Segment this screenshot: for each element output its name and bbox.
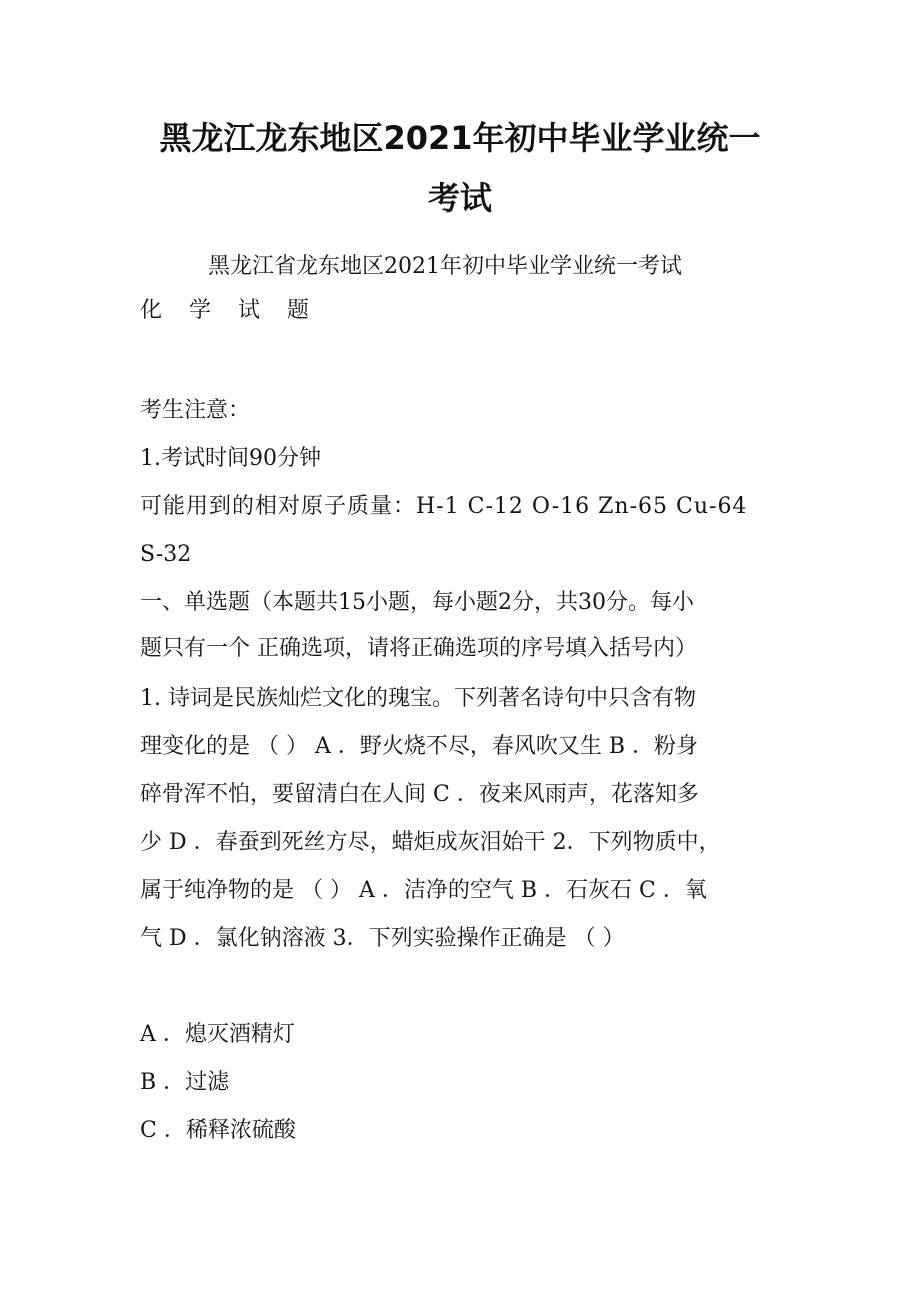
notice-item-exam-time: 1.考试时间90分钟: [140, 446, 321, 471]
document-title-line-1: 黑龙江龙东地区2021年初中毕业学业统一: [159, 119, 761, 157]
question-text-line: 碎骨浑不怕，要留清白在人间 C ．夜来风雨声，花落知多: [140, 782, 699, 807]
question-text-line: 1. 诗词是民族灿烂文化的瑰宝。下列著名诗句中只含有物: [140, 686, 696, 711]
question-text-line: 少 D ．春蚕到死丝方尽，蜡炬成灰泪始干 2．下列物质中，: [140, 830, 721, 855]
exam-subject: 化 学 试 题: [140, 298, 319, 323]
section-one-heading-line-1: 一、单选题（本题共15小题，每小题2分，共30分。每小: [140, 590, 694, 615]
exam-subtitle: 黑龙江省龙东地区2021年初中毕业学业统一考试: [208, 254, 682, 279]
question-text-line: 属于纯净物的是 （ ） A ．洁净的空气 B ．石灰石 C ．氧: [140, 878, 707, 903]
atomic-mass-line-2: S-32: [140, 542, 192, 567]
question-text-line: 理变化的是 （ ） A ．野火烧不尽，春风吹又生 B ．粉身: [140, 734, 699, 759]
option-a: A ．熄灭酒精灯: [140, 1022, 295, 1047]
option-c: C ．稀释浓硫酸: [140, 1118, 296, 1143]
section-one-heading-line-2: 题只有一个 正确选项，请将正确选项的序号填入括号内）: [140, 636, 697, 661]
question-text-line: 气 D ．氯化钠溶液 3．下列实验操作正确是 （ ）: [140, 926, 625, 951]
notice-heading: 考生注意：: [140, 398, 251, 423]
document-title-line-2: 考试: [427, 179, 492, 217]
atomic-mass-line-1: 可能用到的相对原子质量：H-1 C-12 O-16 Zn-65 Cu-64: [140, 494, 748, 519]
option-b: B ．过滤: [140, 1070, 230, 1095]
